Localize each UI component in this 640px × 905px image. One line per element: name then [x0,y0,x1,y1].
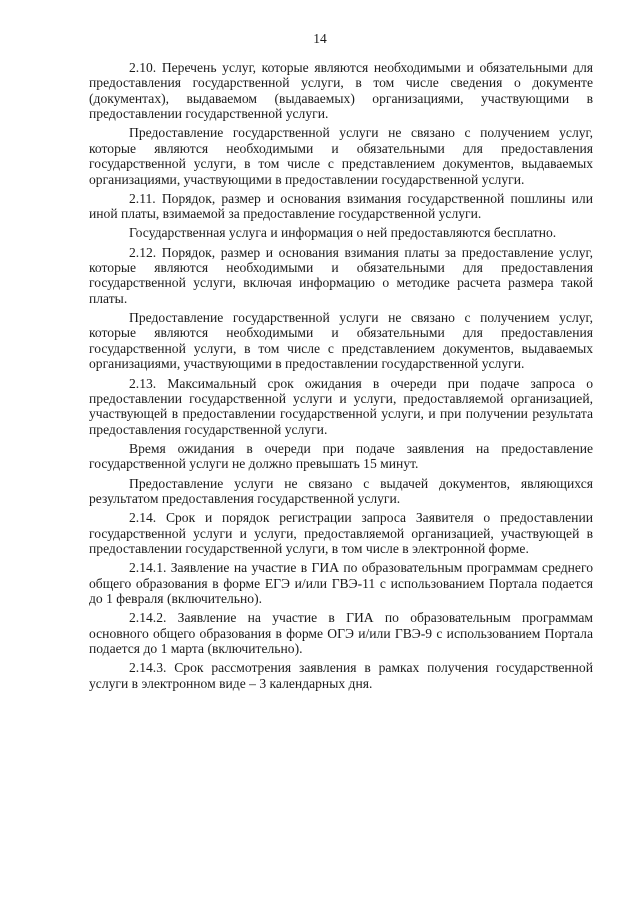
paragraph-2-11-note: Государственная услуга и информация о ней предоставляются бесплатно. [129,225,557,241]
paragraph-2-10: 2.10. Перечень услуг, которые являются необходимыми и обязательными для предоставления государственной услуги, в том числе сведения о документе (документах), выдаваемом (выдаваемых) организациями, участвующими в предоставлении государственной услуги. [89,60,593,122]
paragraph-2-10-note: Предоставление государственной услуги не связано с получением услуг, которые являются необходимыми и обязательными для предоставления государственной услуги, в том числе с представлением документов, выдаваемых организациями, участвующими в предоставлении государственной услуги. [89,125,593,187]
paragraph-2-14-3: 2.14.3. Срок рассмотрения заявления в рамках получения государственной услуги в электронном виде – 3 календарных дня. [89,660,593,691]
paragraph-2-13-note: Предоставление услуги не связано с выдачей документов, являющихся результатом предоставления государственной услуги. [89,475,593,506]
paragraph-2-11: 2.11. Порядок, размер и основания взимания государственной пошлины или иной платы, взимаемой за предоставление государственной услуги. [89,190,593,222]
paragraph-2-13: 2.13. Максимальный срок ожидания в очереди при подаче запроса о предоставлении государственной услуги и услуги, предоставляемой организацией, участвующей в предоставлении государственной услуги, и при получении результата предоставления государственной услуги. [89,375,593,437]
paragraph-2-12-note: Предоставление государственной услуги не связано с получением услуг, которые являются необходимыми и обязательными для предоставления государственной услуги, в том числе с представлением документов, выдаваемых организациями, участвующими в предоставлении государственной услуги. [89,310,593,372]
document-body [89,60,593,695]
paragraph-2-14-2: 2.14.2. Заявление на участие в ГИА по образовательным программам основного общего образования в форме ОГЭ и/или ГВЭ-9 с использованием Портала подается до 1 марта (включительно). [89,610,593,656]
page-number: 14 [313,31,327,46]
paragraph-2-13-wait-time: Время ожидания в очереди при подаче заявления на предоставление государственной услуги не должно превышать 15 минут. [89,440,593,472]
paragraph-2-14-1: 2.14.1. Заявление на участие в ГИА по образовательным программам среднего общего образования в форме ЕГЭ и/или ГВЭ-11 с использованием Портала подается до 1 февраля (включительно). [89,560,593,606]
paragraph-2-14: 2.14. Срок и порядок регистрации запроса Заявителя о предоставлении государственной услуги и услуги, предоставляемой организацией, участвующей в предоставлении государственной услуги, в том числе в электронной форме. [89,510,593,556]
paragraph-2-12: 2.12. Порядок, размер и основания взимания платы за предоставление услуг, которые являются необходимыми и обязательными для предоставления государственной услуги, включая информацию о методике расчета размера такой платы. [89,244,593,306]
